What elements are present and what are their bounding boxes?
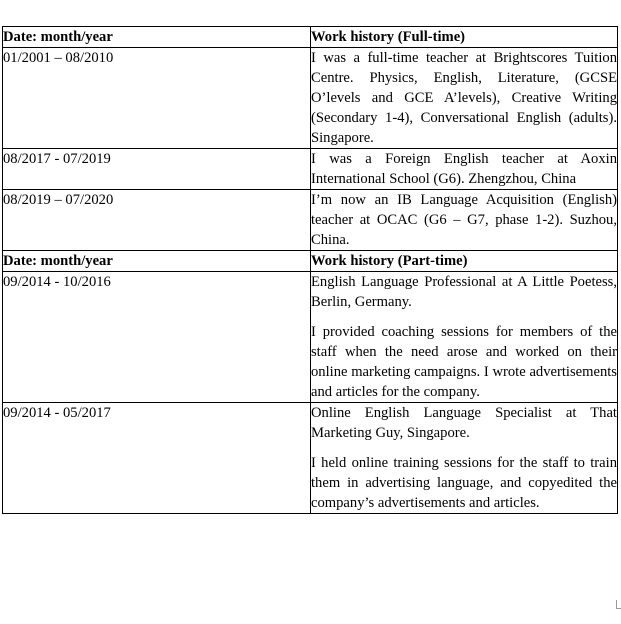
- table-row: [3, 149, 618, 190]
- work-history-paragraph: I was a Foreign English teacher at Aoxin International School (G6). Zhengzhou, China: [311, 151, 617, 187]
- date-cell: 08/2017 - 07/2019: [3, 149, 311, 190]
- work-history-paragraph: I provided coaching sessions for members of the staff when the need arose and worked on their online marketing campaigns. I wrote advertisements and articles for the company.: [311, 324, 617, 400]
- date-column-header: Date: month/year: [3, 251, 311, 272]
- date-cell: 01/2001 – 08/2010: [3, 48, 311, 149]
- work-history-cell: [311, 272, 618, 403]
- date-cell: 09/2014 - 10/2016: [3, 272, 311, 403]
- work-history-cell: [311, 190, 618, 251]
- table-row: [3, 272, 618, 403]
- work-history-paragraph: English Language Professional at A Little Poetess, Berlin, Germany.: [311, 274, 617, 310]
- table-row: [3, 48, 618, 149]
- work-history-table: [2, 26, 618, 514]
- work-history-column-header: [311, 27, 618, 48]
- work-history-paragraph: I held online training sessions for the staff to train them in advertising language, and copyedited the company’s advertisements and articles.: [311, 455, 617, 511]
- work-history-table-body: [3, 27, 618, 514]
- table-row: [3, 403, 618, 514]
- work-history-paragraph: I was a full-time teacher at Brightscores Tuition Centre. Physics, English, Literature, (GCSE O’levels and GCE A’levels), Creative Writing (Secondary 1-4), Conversational English (adults). Singapore.: [311, 50, 617, 146]
- work-history-paragraph: Work history (Part-time): [311, 253, 468, 269]
- work-history-paragraph: Online English Language Specialist at That Marketing Guy, Singapore.: [311, 405, 617, 441]
- work-history-paragraph: Work history (Full-time): [311, 29, 466, 45]
- work-history-column-header: [311, 251, 618, 272]
- date-column-header: Date: month/year: [3, 27, 311, 48]
- table-row: [3, 190, 618, 251]
- work-history-cell: [311, 149, 618, 190]
- page-corner-mark: [616, 600, 621, 609]
- section-header-row: [3, 27, 618, 48]
- date-cell: 08/2019 – 07/2020: [3, 190, 311, 251]
- work-history-cell: [311, 48, 618, 149]
- date-cell: 09/2014 - 05/2017: [3, 403, 311, 514]
- work-history-cell: [311, 403, 618, 514]
- section-header-row: [3, 251, 618, 272]
- work-history-paragraph: I’m now an IB Language Acquisition (English) teacher at OCAC (G6 – G7, phase 1-2). Suzhou, China.: [311, 192, 617, 248]
